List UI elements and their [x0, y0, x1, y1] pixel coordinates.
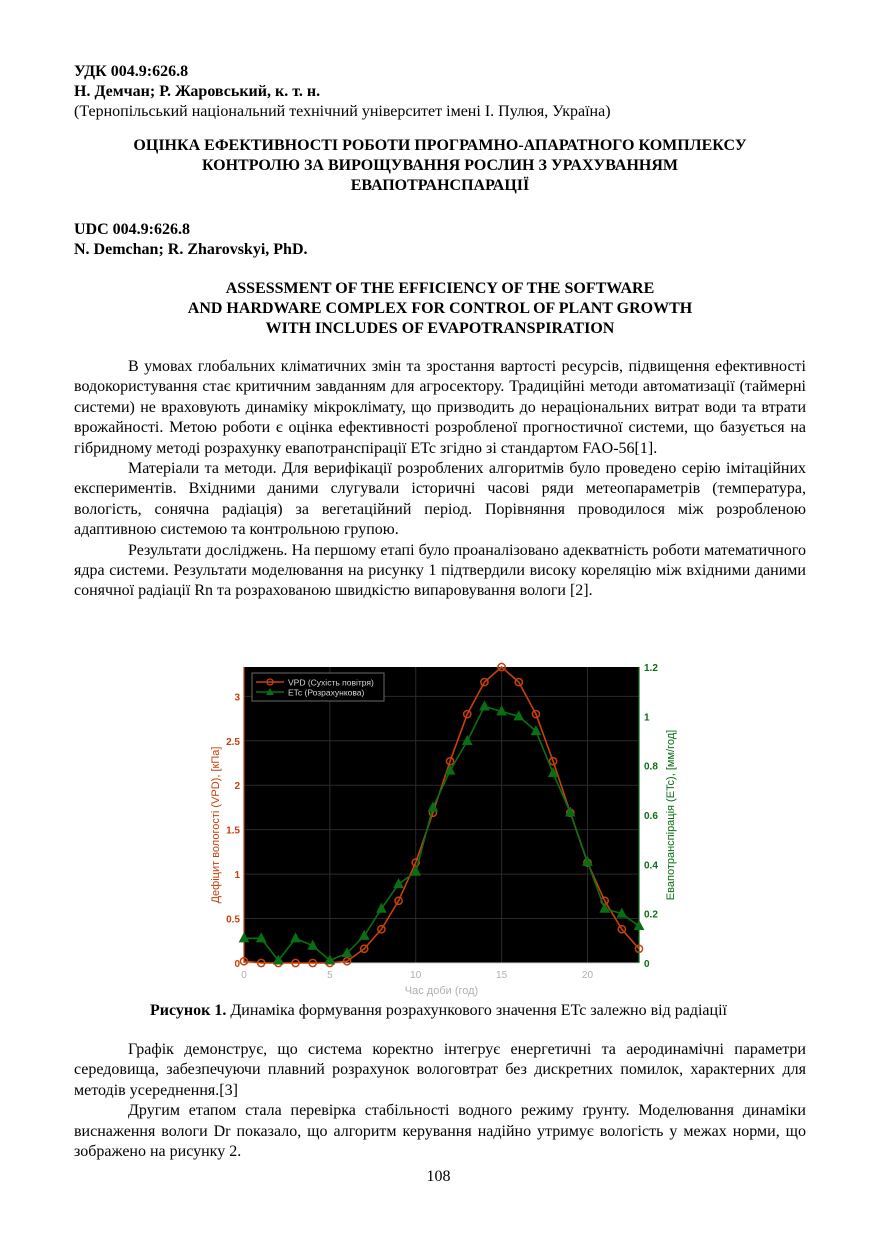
svg-text:0.2: 0.2 [644, 909, 658, 921]
svg-text:20: 20 [581, 970, 594, 981]
svg-text:0: 0 [241, 970, 247, 981]
body-text [74, 357, 806, 602]
svg-text:15: 15 [496, 970, 508, 981]
line-chart [200, 660, 690, 1000]
svg-text:1.5: 1.5 [226, 825, 240, 837]
svg-text:1: 1 [234, 870, 240, 882]
authors-en: N. Demchan; R. Zharovskyi, PhD. [74, 241, 308, 258]
y-axis-label: Дефіцит вологості (VPD), [кПа] [210, 746, 222, 904]
title-ua: ОЦІНКА ЕФЕКТИВНОСТІ РОБОТИ ПРОГРАМНО-АПАРАТНОГО КОМПЛЕКСУ КОНТРОЛЮ ЗА ВИРОЩУВАННЯ РОСЛИН З УРАХУВАННЯМ ЕВАПОТРАНСПАРАЦІЇ [133, 137, 747, 194]
title-en: ASSESSMENT OF THE EFFICIENCY OF THE SOFTWARE AND HARDWARE COMPLEX FOR CONTROL OF PLANT GROWTH WITH INCLUDES OF EVAPOTRANSPIRATION [187, 280, 693, 337]
body-text-after-figure [74, 1040, 806, 1162]
svg-text:0.8: 0.8 [644, 761, 658, 773]
svg-text:0: 0 [644, 959, 650, 970]
page-number: 108 [426, 1168, 451, 1185]
svg-text:1.2: 1.2 [644, 663, 658, 674]
svg-text:0.5: 0.5 [226, 914, 240, 926]
paragraph: В умовах глобальних кліматичних змін та зростання вартості ресурсів, підвищення ефективності водокористування стає критичним завданням для агросектору. Традиційні методи автоматизації (таймерні системи) не враховують динаміку мікроклімату, що призводить до нераціональних витрат води та втрати врожайності. Метою роботи є оцінка ефективності розробленої прогностичної системи, що базується на гібридному методі розрахунку евапотранспірації ETc згідно зі стандартом FAO-56[1]. [74, 358, 806, 457]
legend-entry: VPD (Сухість повітря) [288, 677, 374, 688]
svg-text:0.4: 0.4 [644, 860, 658, 872]
figure-chart [200, 660, 690, 1000]
svg-text:2: 2 [234, 781, 240, 793]
svg-text:10: 10 [410, 970, 422, 981]
caption-label: Рисунок 1. [150, 1002, 227, 1019]
caption-text: Динаміка формування розрахункового значення ETc залежно від радіації [226, 1002, 727, 1019]
svg-text:0.6: 0.6 [644, 811, 658, 822]
svg-text:0: 0 [234, 959, 240, 970]
paragraph: Графік демонструє, що система коректно інтегрує енергетичні та аеродинамічні параметри середовища, забезпечуючи плавний розрахунок вологовтрат без дискретних помилок, характерних для методів усереднення.[3] [74, 1041, 806, 1099]
y-axis-right-label: Евапотранспірація (ETc), [мм/год] [665, 729, 677, 901]
paragraph: Матеріали та методи. Для верифікації розроблених алгоритмів було проведено серію імітаційних експериментів. Вхідними даними слугували історичні часові ряди метеопараметрів (температура, вологість, сонячна радіація) за вегетаційний період. Порівняння проводилося між розробленою адаптивною системою та контрольною групою. [74, 460, 806, 539]
svg-text:1: 1 [644, 712, 650, 724]
paragraph: Другим етапом стала перевірка стабільності водного режиму ґрунту. Моделювання динаміки виснаження вологи Dr показало, що алгоритм керування надійно утримує вологість у межах норми, що зображено на рисунку 2. [74, 1102, 806, 1161]
legend-entry: ETc (Розрахункова) [288, 687, 365, 698]
figure-caption [0, 1001, 877, 1021]
svg-text:2.5: 2.5 [226, 736, 240, 748]
page-body [74, 62, 806, 602]
x-axis-label: Час доби (год) [404, 985, 479, 997]
paragraph: Результати досліджень. На першому етапі було проаналізовано адекватність роботи математичного ядра системи. Результати моделювання на рисунку 1 підтвердили високу кореляцію між вхідними даними сонячної радіації Rn та розрахованою швидкістю випаровування вологи [2]. [74, 541, 806, 600]
svg-text:3: 3 [234, 692, 240, 704]
affiliation-ua: (Тернопільський національний технічний університет імені І. Пулюя, Україна) [74, 103, 611, 120]
authors-ua: Н. Демчан; Р. Жаровський, к. т. н. [74, 83, 321, 100]
udc-en: UDC 004.9:626.8 [74, 221, 190, 238]
udc-ua: УДК 004.9:626.8 [74, 63, 189, 80]
svg-text:5: 5 [327, 970, 333, 981]
